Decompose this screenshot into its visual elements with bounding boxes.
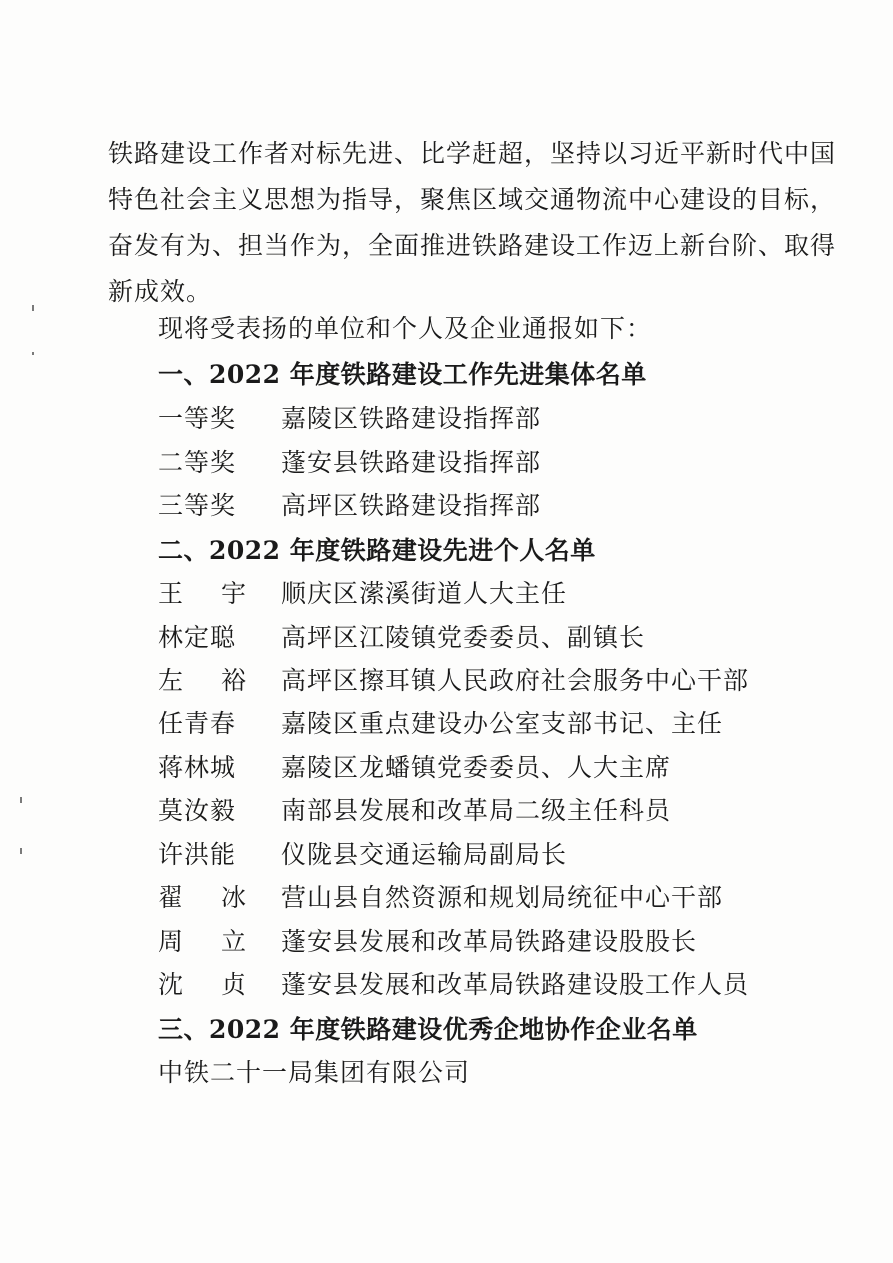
person-title: 蓬安县发展和改革局铁路建设股工作人员 (281, 970, 750, 999)
person-name: 翟冰 (158, 883, 285, 912)
person-title: 仪陇县交通运输局副局长 (281, 840, 568, 869)
award-label: 三等奖 (158, 491, 237, 520)
person-title: 南部县发展和改革局二级主任科员 (281, 796, 672, 825)
intro-text: 现将受表扬的单位和个人及企业通报如下： (158, 314, 653, 343)
scan-speck (32, 352, 34, 355)
person-name: 许洪能 (158, 840, 237, 869)
person-title: 高坪区擦耳镇人民政府社会服务中心干部 (281, 666, 750, 695)
award-unit: 高坪区铁路建设指挥部 (281, 491, 542, 520)
paragraph-line: 特色社会主义思想为指导，聚焦区域交通物流中心建设的目标， (108, 185, 837, 214)
person-name: 林定聪 (158, 623, 237, 652)
enterprise-name: 中铁二十一局集团有限公司 (158, 1058, 471, 1087)
person-title: 顺庆区潆溪街道人大主任 (281, 579, 568, 608)
person-title: 高坪区江陵镇党委委员、副镇长 (281, 623, 646, 652)
person-name: 周立 (158, 927, 285, 956)
award-label: 二等奖 (158, 448, 237, 477)
paragraph-line: 奋发有为、担当作为，全面推进铁路建设工作迈上新台阶、取得 (108, 231, 837, 260)
body-paragraph (108, 131, 837, 315)
paragraph-line: 铁路建设工作者对标先进、比学赶超，坚持以习近平新时代中国 (108, 139, 837, 168)
paragraph-line: 新成效。 (108, 277, 213, 306)
section-heading-individuals: 二、2022 年度铁路建设先进个人名单 (158, 536, 596, 565)
award-unit: 嘉陵区铁路建设指挥部 (281, 404, 542, 433)
person-title: 嘉陵区龙蟠镇党委委员、人大主席 (281, 753, 672, 782)
person-name: 任青春 (158, 709, 237, 738)
person-title: 嘉陵区重点建设办公室支部书记、主任 (281, 709, 724, 738)
scan-speck (32, 305, 34, 311)
award-unit: 蓬安县铁路建设指挥部 (281, 448, 542, 477)
person-name: 王宇 (158, 579, 285, 608)
section-heading-collectives: 一、2022 年度铁路建设工作先进集体名单 (158, 360, 647, 389)
person-title: 蓬安县发展和改革局铁路建设股股长 (281, 927, 698, 956)
award-label: 一等奖 (158, 404, 237, 433)
person-name: 左裕 (158, 666, 285, 695)
scan-speck (20, 797, 22, 803)
person-title: 营山县自然资源和规划局统征中心干部 (281, 883, 724, 912)
person-name: 沈贞 (158, 970, 285, 999)
scan-speck (20, 848, 22, 854)
person-name: 莫汝毅 (158, 796, 237, 825)
section-heading-enterprises: 三、2022 年度铁路建设优秀企地协作企业名单 (158, 1015, 698, 1044)
person-name: 蒋林城 (158, 753, 237, 782)
